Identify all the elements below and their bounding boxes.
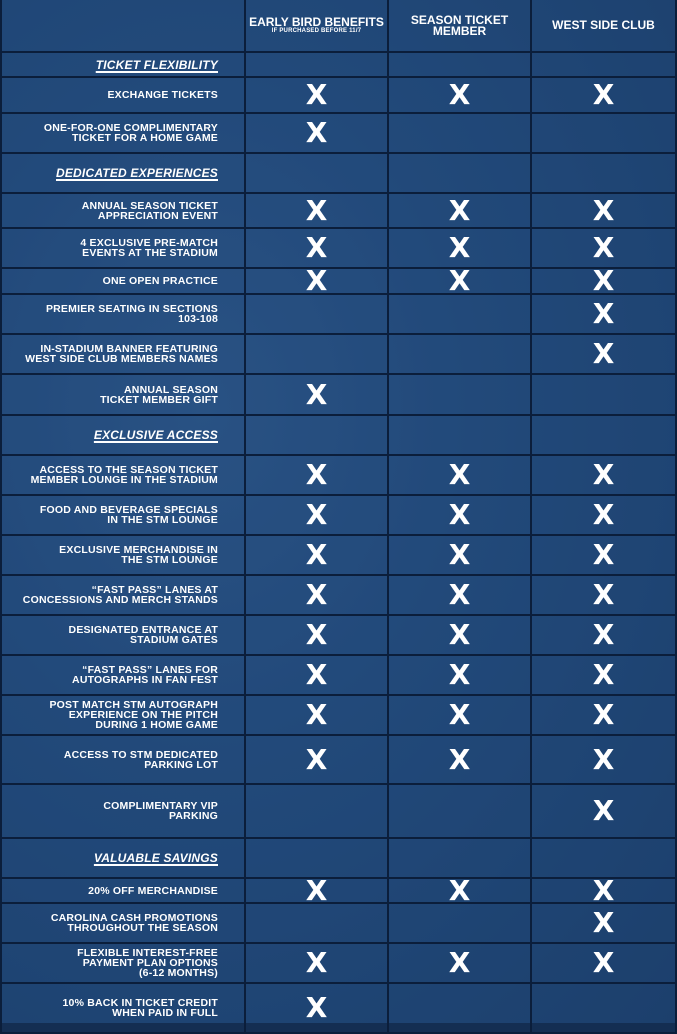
section-empty-cell <box>389 53 532 78</box>
included-x-mark: X <box>448 873 471 907</box>
benefit-label: PREMIER SEATING IN SECTIONS 103-108 <box>0 295 246 335</box>
included-x-mark: X <box>592 873 615 907</box>
season-ticket-member-cell <box>389 496 532 536</box>
season-ticket-member-cell <box>389 536 532 576</box>
west-side-club-cell <box>532 229 677 269</box>
header-early-bird-title: EARLY BIRD BENEFITS <box>249 14 384 29</box>
season-ticket-member-cell <box>389 904 532 944</box>
west-side-club-cell <box>532 264 677 297</box>
included-x-mark: X <box>305 742 328 776</box>
season-ticket-member-cell <box>389 616 532 656</box>
section-heading: EXCLUSIVE ACCESS <box>0 416 246 456</box>
included-x-mark: X <box>305 231 328 264</box>
included-x-mark: X <box>305 498 328 531</box>
included-x-mark: X <box>448 538 471 571</box>
season-ticket-member-cell <box>389 335 532 375</box>
west-side-club-cell <box>532 456 677 496</box>
early-bird-cell <box>246 944 389 984</box>
header-early-bird-subtitle: IF PURCHASED BEFORE 11/7 <box>271 27 362 34</box>
early-bird-cell <box>246 229 389 269</box>
west-side-club-cell <box>532 944 677 984</box>
included-x-mark: X <box>305 264 328 297</box>
season-ticket-member-cell <box>389 696 532 736</box>
early-bird-cell <box>246 194 389 229</box>
included-x-mark: X <box>448 946 471 979</box>
included-x-mark: X <box>305 578 328 611</box>
header-corner <box>0 0 246 53</box>
benefit-label: 10% BACK IN TICKET CREDIT WHEN PAID IN FULL <box>0 984 246 1034</box>
included-x-mark: X <box>448 658 471 691</box>
west-side-club-cell <box>532 335 677 375</box>
included-x-mark: X <box>305 78 328 111</box>
season-ticket-member-cell <box>389 736 532 785</box>
section-empty-cell <box>532 416 677 456</box>
included-x-mark: X <box>592 498 615 531</box>
included-x-mark: X <box>305 193 328 227</box>
benefit-label: EXCHANGE TICKETS <box>0 78 246 114</box>
section-empty-cell <box>246 839 389 879</box>
benefit-label: 4 EXCLUSIVE PRE-MATCH EVENTS AT THE STADIUM <box>0 229 246 269</box>
early-bird-cell <box>246 335 389 375</box>
header-season-ticket-member-title: SEASON TICKET MEMBER <box>410 12 509 38</box>
west-side-club-cell <box>532 496 677 536</box>
season-ticket-member-cell <box>389 656 532 696</box>
included-x-mark: X <box>448 698 471 731</box>
benefit-label: FLEXIBLE INTEREST-FREE PAYMENT PLAN OPTIONS (6-12 MONTHS) <box>0 944 246 984</box>
early-bird-cell <box>246 616 389 656</box>
included-x-mark: X <box>592 578 615 611</box>
benefit-label: ACCESS TO STM DEDICATED PARKING LOT <box>0 736 246 785</box>
included-x-mark: X <box>448 742 471 776</box>
included-x-mark: X <box>592 698 615 731</box>
season-ticket-member-cell <box>389 78 532 114</box>
season-ticket-member-cell <box>389 264 532 297</box>
included-x-mark: X <box>592 297 615 330</box>
west-side-club-cell <box>532 295 677 335</box>
benefit-label: ANNUAL SEASON TICKET APPRECIATION EVENT <box>0 194 246 229</box>
west-side-club-cell <box>532 736 677 785</box>
early-bird-cell <box>246 78 389 114</box>
west-side-club-cell <box>532 114 677 154</box>
west-side-club-cell <box>532 616 677 656</box>
season-ticket-member-cell <box>389 295 532 335</box>
section-heading: TICKET FLEXIBILITY <box>0 53 246 78</box>
season-ticket-member-cell <box>389 229 532 269</box>
benefit-label: IN-STADIUM BANNER FEATURING WEST SIDE CLUB MEMBERS NAMES <box>0 335 246 375</box>
benefit-label: POST MATCH STM AUTOGRAPH EXPERIENCE ON THE PITCH DURING 1 HOME GAME <box>0 696 246 736</box>
early-bird-cell <box>246 456 389 496</box>
included-x-mark: X <box>305 618 328 651</box>
early-bird-cell <box>246 576 389 616</box>
early-bird-cell <box>246 536 389 576</box>
included-x-mark: X <box>305 377 328 411</box>
included-x-mark: X <box>592 946 615 979</box>
included-x-mark: X <box>305 698 328 731</box>
season-ticket-member-cell <box>389 375 532 416</box>
included-x-mark: X <box>305 116 328 149</box>
season-ticket-member-cell <box>389 785 532 839</box>
benefit-label: COMPLIMENTARY VIP PARKING <box>0 785 246 839</box>
included-x-mark: X <box>305 873 328 907</box>
included-x-mark: X <box>448 231 471 264</box>
west-side-club-cell <box>532 656 677 696</box>
included-x-mark: X <box>305 458 328 491</box>
header-season-ticket-member <box>389 0 532 53</box>
included-x-mark: X <box>448 458 471 491</box>
season-ticket-member-cell <box>389 576 532 616</box>
section-heading: DEDICATED EXPERIENCES <box>0 154 246 194</box>
west-side-club-cell <box>532 78 677 114</box>
season-ticket-member-cell <box>389 114 532 154</box>
included-x-mark: X <box>592 658 615 691</box>
early-bird-cell <box>246 496 389 536</box>
season-ticket-member-cell <box>389 194 532 229</box>
early-bird-cell <box>246 114 389 154</box>
included-x-mark: X <box>592 906 615 939</box>
section-empty-cell <box>246 53 389 78</box>
included-x-mark: X <box>305 658 328 691</box>
west-side-club-cell <box>532 873 677 907</box>
west-side-club-cell <box>532 696 677 736</box>
benefit-label: “FAST PASS” LANES AT CONCESSIONS AND MERCH STANDS <box>0 576 246 616</box>
included-x-mark: X <box>448 78 471 111</box>
season-ticket-member-cell <box>389 456 532 496</box>
included-x-mark: X <box>448 193 471 227</box>
section-heading: VALUABLE SAVINGS <box>0 839 246 879</box>
section-empty-cell <box>246 416 389 456</box>
included-x-mark: X <box>448 618 471 651</box>
included-x-mark: X <box>305 991 328 1024</box>
included-x-mark: X <box>305 538 328 571</box>
included-x-mark: X <box>305 946 328 979</box>
benefit-label: ONE-FOR-ONE COMPLIMENTARY TICKET FOR A HOME GAME <box>0 114 246 154</box>
benefit-label: EXCLUSIVE MERCHANDISE IN THE STM LOUNGE <box>0 536 246 576</box>
early-bird-cell <box>246 696 389 736</box>
benefit-label: FOOD AND BEVERAGE SPECIALS IN THE STM LOUNGE <box>0 496 246 536</box>
early-bird-cell <box>246 904 389 944</box>
early-bird-cell <box>246 375 389 416</box>
west-side-club-cell <box>532 984 677 1034</box>
section-empty-cell <box>389 154 532 194</box>
included-x-mark: X <box>592 231 615 264</box>
header-west-side-club-title: WEST SIDE CLUB <box>552 18 655 32</box>
benefit-label: ACCESS TO THE SEASON TICKET MEMBER LOUNGE IN THE STADIUM <box>0 456 246 496</box>
early-bird-cell <box>246 656 389 696</box>
west-side-club-cell <box>532 375 677 416</box>
season-ticket-member-cell <box>389 984 532 1034</box>
season-ticket-member-cell <box>389 944 532 984</box>
early-bird-cell <box>246 736 389 785</box>
included-x-mark: X <box>592 538 615 571</box>
season-ticket-member-cell <box>389 873 532 907</box>
benefit-label: ONE OPEN PRACTICE <box>0 269 246 295</box>
early-bird-cell <box>246 785 389 839</box>
included-x-mark: X <box>592 458 615 491</box>
west-side-club-cell <box>532 194 677 229</box>
west-side-club-cell <box>532 904 677 944</box>
included-x-mark: X <box>592 264 615 297</box>
included-x-mark: X <box>448 578 471 611</box>
included-x-mark: X <box>592 193 615 227</box>
section-empty-cell <box>389 416 532 456</box>
early-bird-cell <box>246 295 389 335</box>
included-x-mark: X <box>448 498 471 531</box>
included-x-mark: X <box>592 337 615 370</box>
west-side-club-cell <box>532 536 677 576</box>
west-side-club-cell <box>532 785 677 839</box>
early-bird-cell <box>246 984 389 1034</box>
included-x-mark: X <box>592 618 615 651</box>
included-x-mark: X <box>592 742 615 776</box>
early-bird-cell <box>246 264 389 297</box>
section-empty-cell <box>389 839 532 879</box>
section-empty-cell <box>532 154 677 194</box>
benefit-label: CAROLINA CASH PROMOTIONS THROUGHOUT THE SEASON <box>0 904 246 944</box>
benefit-label: DESIGNATED ENTRANCE AT STADIUM GATES <box>0 616 246 656</box>
benefit-label: ANNUAL SEASON TICKET MEMBER GIFT <box>0 375 246 416</box>
early-bird-cell <box>246 873 389 907</box>
header-west-side-club <box>532 0 677 53</box>
west-side-club-cell <box>532 576 677 616</box>
included-x-mark: X <box>592 794 615 827</box>
section-empty-cell <box>246 154 389 194</box>
included-x-mark: X <box>592 78 615 111</box>
benefit-label: “FAST PASS” LANES FOR AUTOGRAPHS IN FAN FEST <box>0 656 246 696</box>
benefit-label: 20% OFF MERCHANDISE <box>0 879 246 904</box>
section-empty-cell <box>532 839 677 879</box>
section-empty-cell <box>532 53 677 78</box>
header-early-bird <box>246 0 389 53</box>
included-x-mark: X <box>448 264 471 297</box>
